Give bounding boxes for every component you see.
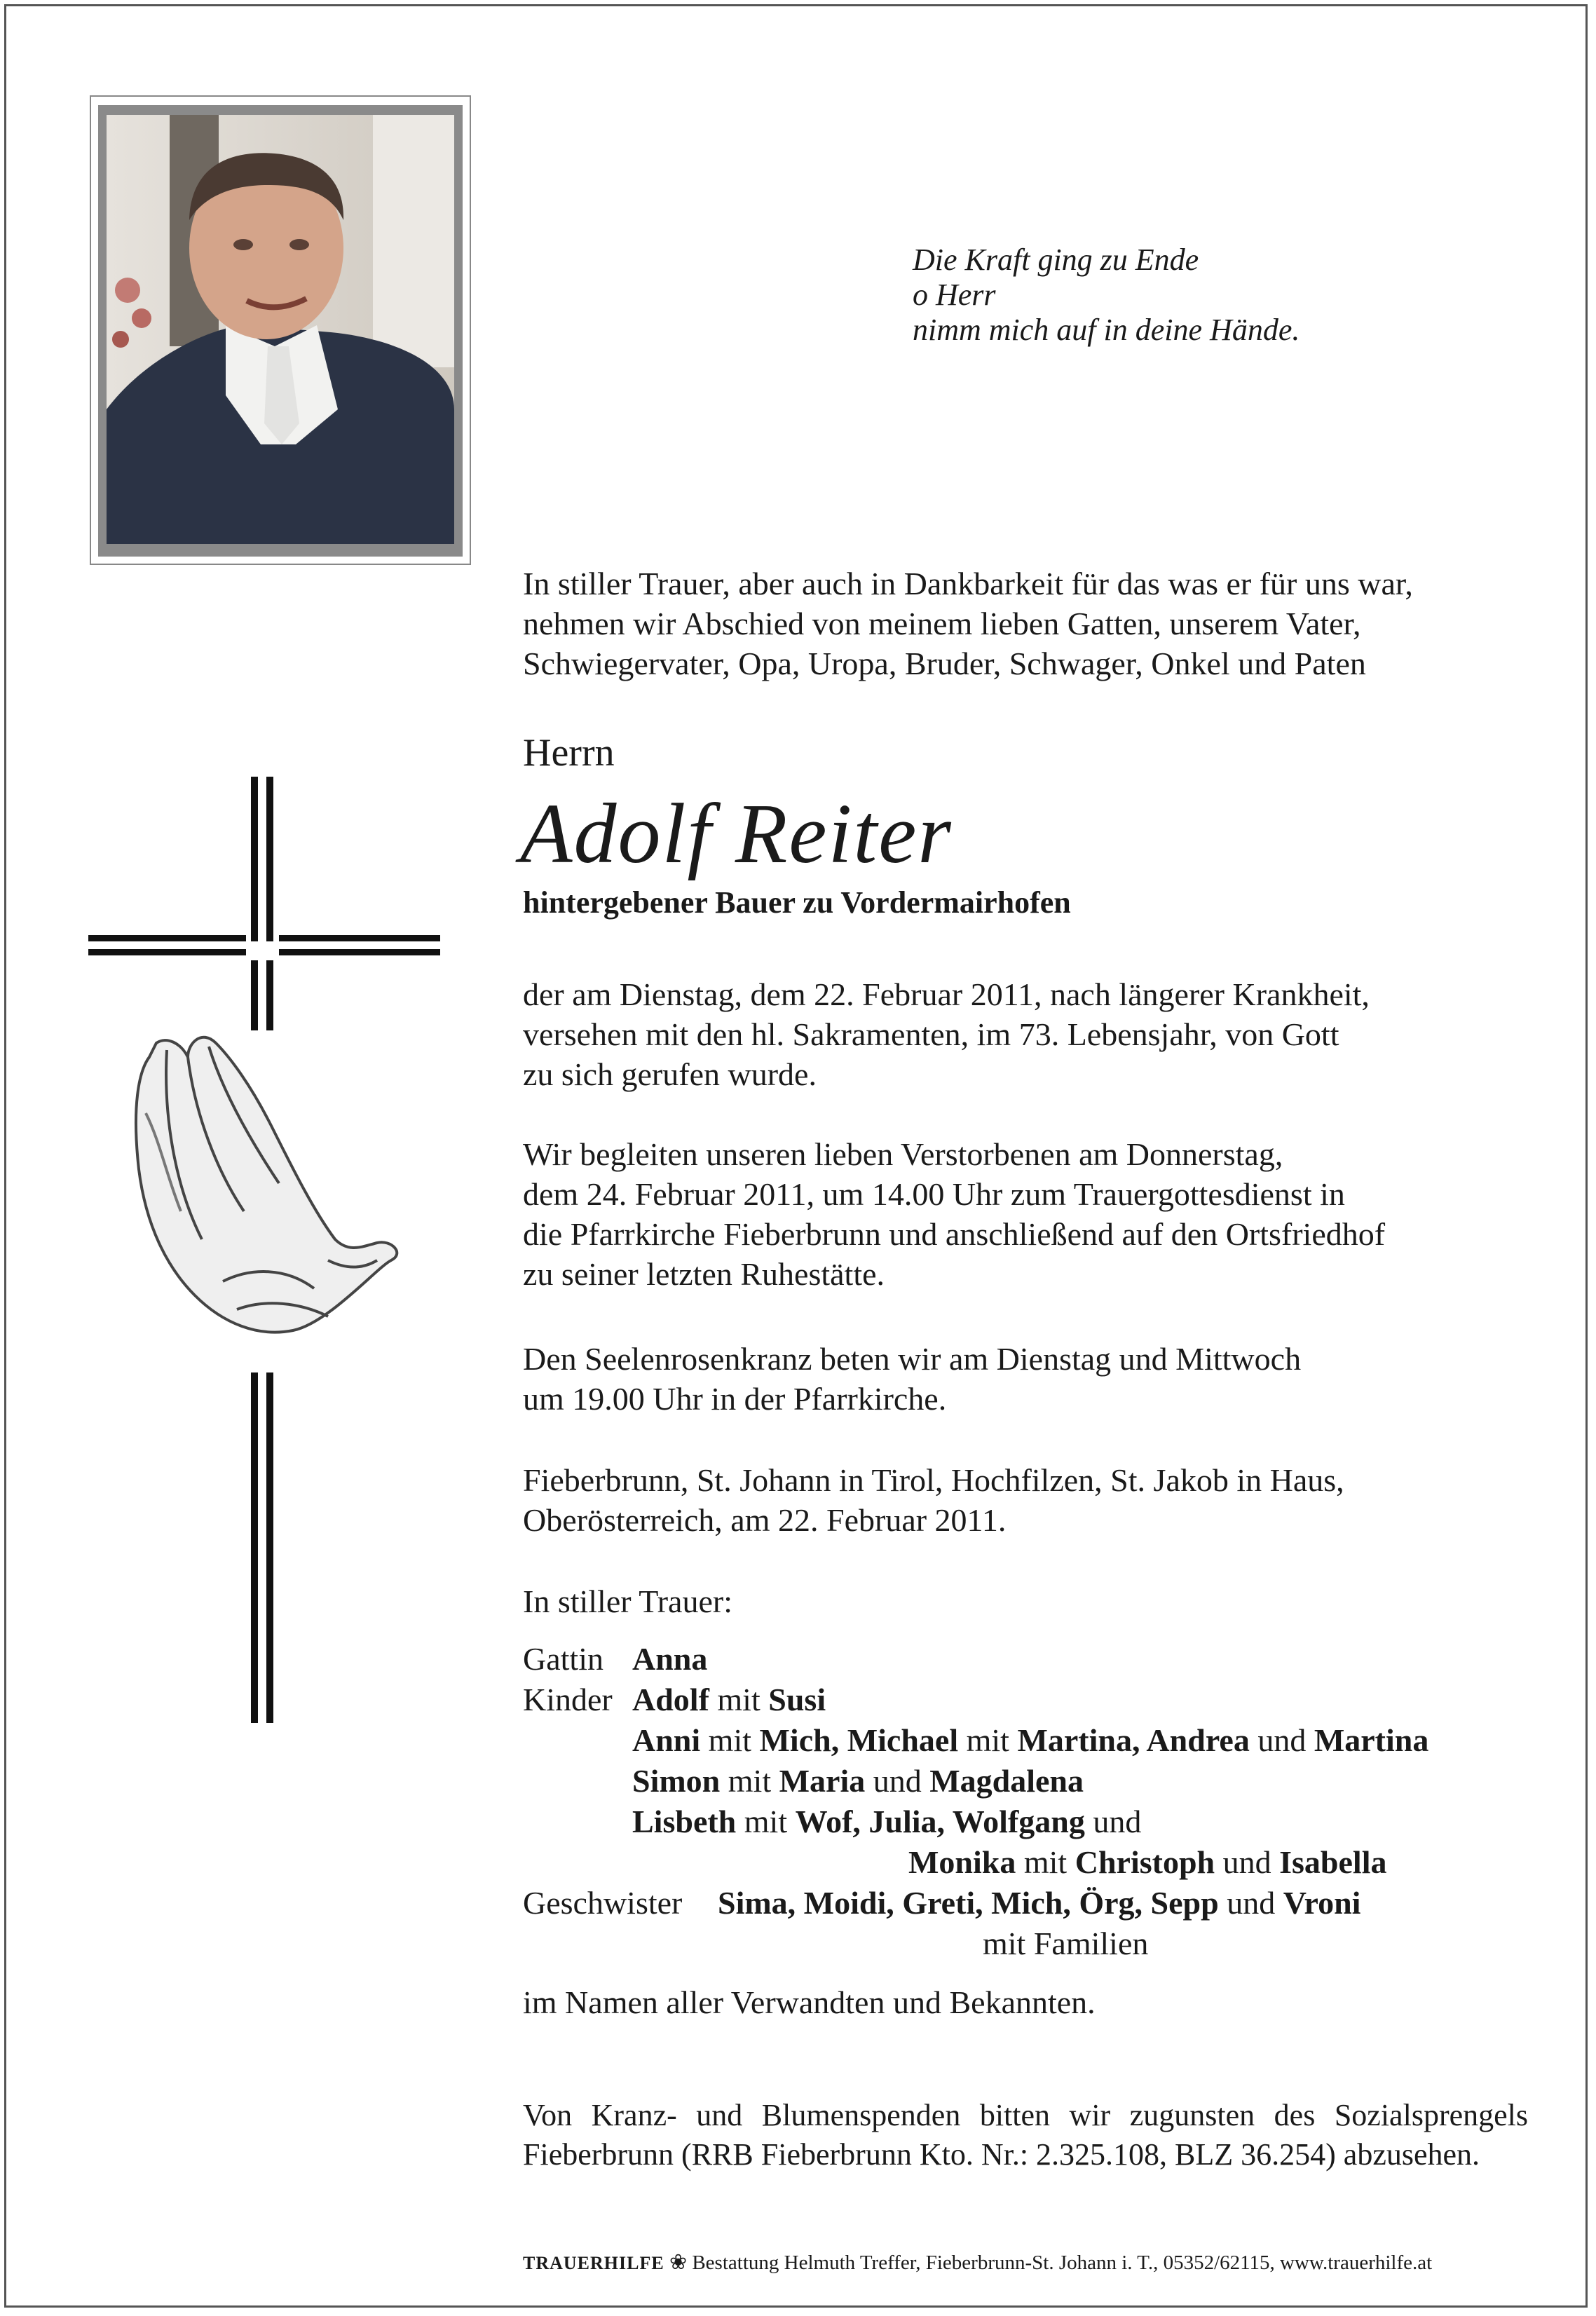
siblings-label: Geschwister (523, 1885, 683, 1921)
children-label: Kinder (523, 1682, 613, 1717)
families-line: mit Familien (983, 1926, 1149, 1961)
child-line-4b: Monika mit Christoph und Isabella (908, 1844, 1387, 1880)
quote-line: o Herr (913, 278, 996, 312)
footer (523, 2250, 1432, 2275)
text-line: zu seiner letzten Ruhestätte. (523, 1256, 885, 1292)
quote-line: nimm mich auf in deine Hände. (913, 313, 1300, 347)
text-line: die Pfarrkirche Fieberbrunn und anschließend auf den Ortsfriedhof (523, 1216, 1386, 1252)
siblings-names: Sima, Moidi, Greti, Mich, Örg, Sepp und Vroni (718, 1885, 1361, 1921)
text-line: Fieberbrunn, St. Johann in Tirol, Hochfilzen, St. Jakob in Haus, (523, 1462, 1344, 1498)
portrait-illustration (107, 115, 454, 544)
spouse-name: Anna (632, 1641, 708, 1677)
text-line: zu sich gerufen wurde. (523, 1056, 817, 1092)
portrait-photo (107, 115, 454, 544)
footer-text: Bestattung Helmuth Treffer, Fieberbrunn-St. Johann i. T., 05352/62115, www.trauerhilfe.at (692, 2252, 1433, 2274)
child-line-4: Lisbeth mit Wof, Julia, Wolfgang und (632, 1804, 1142, 1839)
funeral-paragraph (523, 1134, 1385, 1294)
text-line: versehen mit den hl. Sakramenten, im 73. Lebensjahr, von Gott (523, 1016, 1339, 1052)
child-line-2: Anni mit Mich, Michael mit Martina, Andrea und Martina (632, 1722, 1429, 1758)
text-line: Schwiegervater, Opa, Uropa, Bruder, Schwager, Onkel und Paten (523, 646, 1366, 681)
child-line-3: Simon mit Maria und Magdalena (632, 1763, 1084, 1799)
praying-hands-icon (136, 1037, 397, 1333)
portrait-mat (98, 105, 463, 557)
closing-line: im Namen aller Verwandten und Bekannten. (523, 1984, 1096, 2020)
deceased-name: Adolf Reiter (520, 786, 953, 881)
mourners-heading: In stiller Trauer: (523, 1583, 732, 1619)
text-line: Oberösterreich, am 22. Februar 2011. (523, 1502, 1007, 1538)
leaf-icon: ❀ (669, 2251, 688, 2274)
deceased-title: hintergebener Bauer zu Vordermairhofen (523, 885, 1071, 920)
cross-praying-hands-icon (83, 777, 447, 1723)
rosary-paragraph (523, 1339, 1301, 1419)
quote (913, 243, 1300, 348)
text-line: um 19.00 Uhr in der Pfarrkirche. (523, 1381, 947, 1417)
spouse-label: Gattin (523, 1641, 603, 1677)
donation-note: Von Kranz- und Blumenspenden bitten wir zugunsten des Sozialsprengels Fieberbrunn (RRB Fieberbrunn Kto. Nr.: 2.325.108, BLZ 36.254) abzusehen. (523, 2098, 1528, 2172)
intro-paragraph (523, 564, 1413, 683)
portrait-frame (90, 95, 471, 565)
child-line-1: Adolf mit Susi (632, 1682, 826, 1717)
text-line: dem 24. Februar 2011, um 14.00 Uhr zum Trauergottesdienst in (523, 1176, 1345, 1212)
text-line: der am Dienstag, dem 22. Februar 2011, nach längerer Krankheit, (523, 976, 1370, 1012)
salutation: Herrn (523, 731, 615, 775)
text-line: In stiller Trauer, aber auch in Dankbarkeit für das was er für uns war, (523, 566, 1413, 601)
footer-brand: TRAUERHILFE (523, 2253, 664, 2273)
text-line: nehmen wir Abschied von meinem lieben Gatten, unserem Vater, (523, 606, 1361, 641)
place-date-paragraph (523, 1460, 1344, 1540)
text-line: Wir begleiten unseren lieben Verstorbenen am Donnerstag, (523, 1136, 1283, 1172)
quote-line: Die Kraft ging zu Ende (913, 243, 1199, 277)
text-line: Den Seelenrosenkranz beten wir am Dienstag und Mittwoch (523, 1341, 1302, 1377)
death-paragraph (523, 974, 1370, 1094)
